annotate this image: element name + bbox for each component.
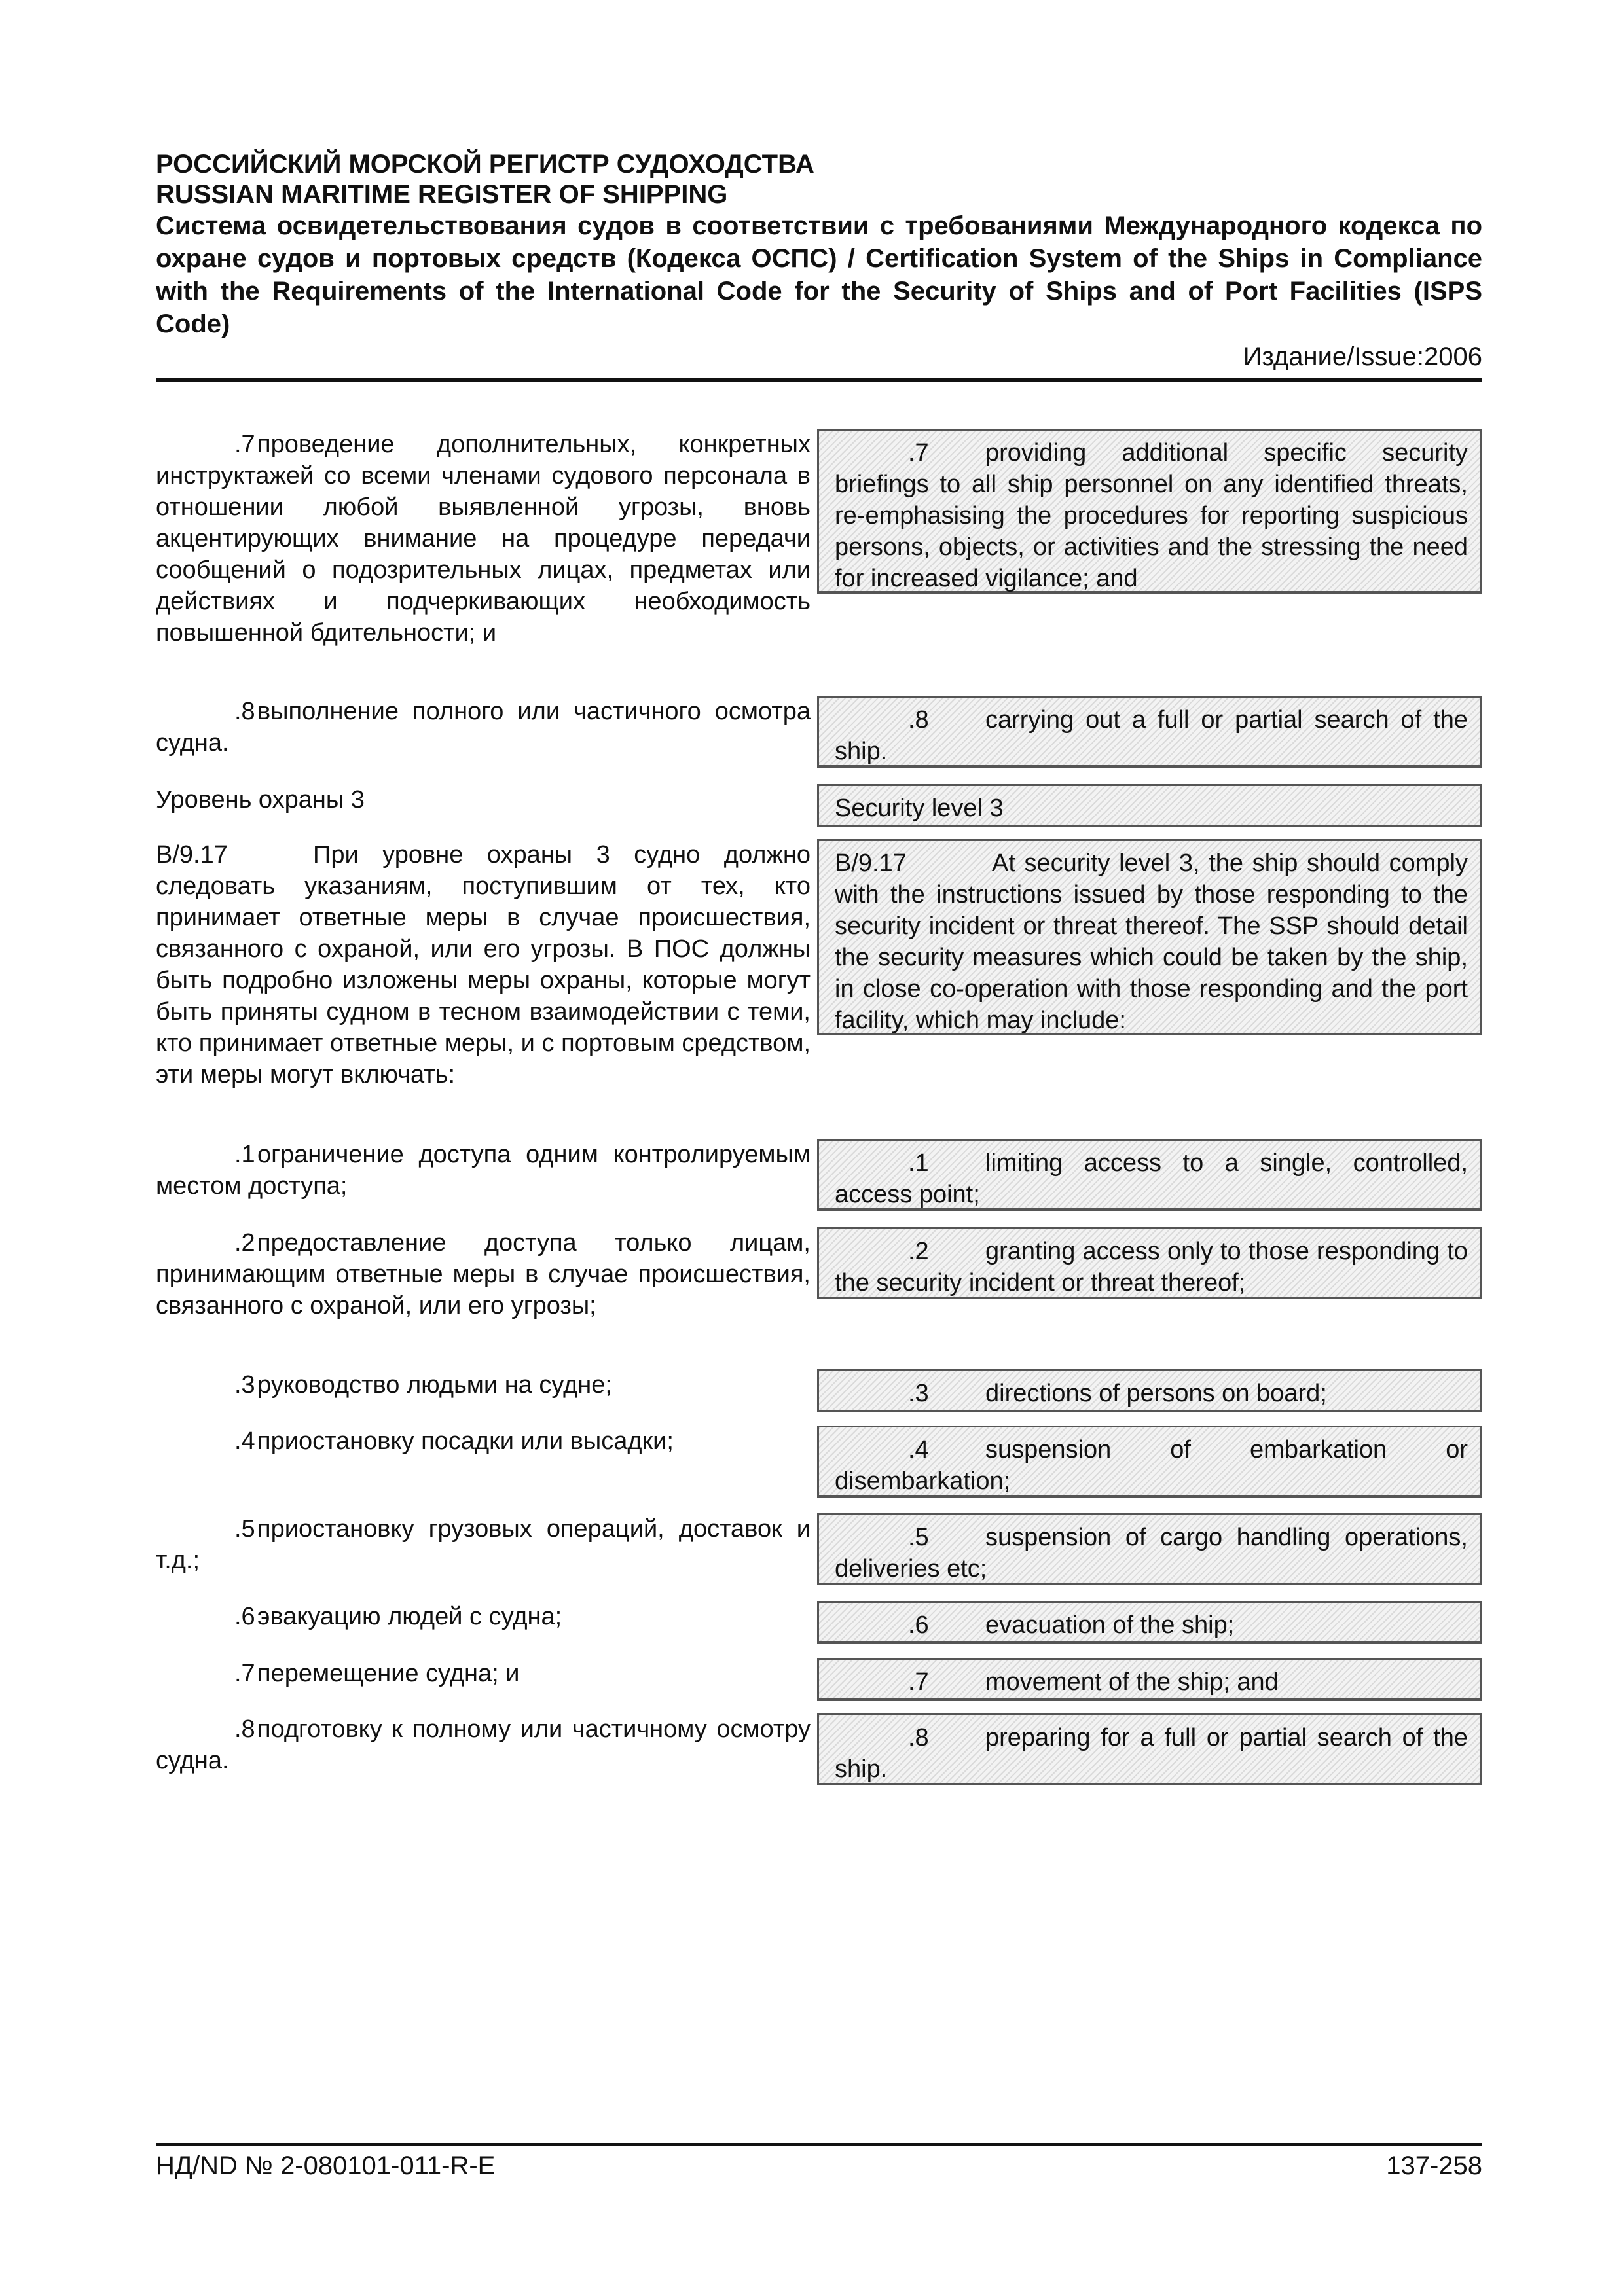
en-box-7	[817, 429, 1482, 594]
en-label: .2	[908, 1238, 929, 1265]
en-label: .1	[908, 1149, 929, 1177]
ru-item-6	[156, 1601, 811, 1632]
en-label: .3	[908, 1380, 929, 1407]
ru-text: приостановку грузовых операций, доставок и т.д.;	[156, 1515, 811, 1574]
header-divider	[156, 378, 1482, 382]
ru-paragraph-8	[156, 696, 811, 759]
en-security-level-heading: Security level 3	[817, 784, 1482, 827]
en-text: granting access only to those responding to the security incident or threat thereof;	[835, 1238, 1468, 1297]
ru-item-5	[156, 1513, 811, 1576]
en-text: suspension of embarkation or disembarkation;	[835, 1436, 1468, 1495]
en-text: suspension of cargo handling operations, deliveries etc;	[835, 1524, 1468, 1583]
en-text: limiting access to a single, controlled, access point;	[835, 1149, 1468, 1208]
en-item-7	[817, 1658, 1482, 1701]
ru-text: выполнение полного или частичного осмотра судна.	[156, 698, 811, 757]
ru-label: .3	[234, 1371, 255, 1399]
ru-text: предоставление доступа только лицам, принимающим ответные меры в случае происшествия, связанного с охраной, или его угрозы;	[156, 1229, 811, 1319]
en-item-8	[817, 1713, 1482, 1785]
ru-paragraph-b917	[156, 839, 811, 1090]
ru-label: .2	[234, 1229, 255, 1257]
ru-label: .7	[234, 1660, 255, 1687]
ru-label: .8	[234, 1715, 255, 1743]
en-box-8	[817, 696, 1482, 768]
ru-paragraph-7	[156, 429, 811, 649]
en-text: providing additional specific security briefings to all ship personnel on any identified threats, re-emphasising the procedures for reporting suspicious persons, objects, or activities and the stressing the need for increased vigilance; and	[835, 439, 1468, 592]
ru-text: перемещение судна; и	[257, 1660, 520, 1687]
ru-label: .5	[234, 1515, 255, 1543]
en-label: .7	[908, 439, 929, 467]
document-header	[156, 149, 1482, 340]
en-item-1	[817, 1139, 1482, 1211]
en-item-3	[817, 1369, 1482, 1412]
ru-text: приостановку посадки или высадки;	[257, 1427, 674, 1455]
header-org-ru: РОССИЙСКИЙ МОРСКОЙ РЕГИСТР СУДОХОДСТВА	[156, 150, 814, 179]
en-item-2	[817, 1227, 1482, 1299]
en-box-b917	[817, 839, 1482, 1035]
ru-item-4	[156, 1426, 811, 1457]
en-label: .6	[908, 1611, 929, 1639]
en-text: movement of the ship; and	[985, 1668, 1279, 1696]
ru-text: ограничение доступа одним контролируемым местом доступа;	[156, 1141, 811, 1200]
en-text: preparing for a full or partial search of the ship.	[835, 1724, 1468, 1783]
en-label: .7	[908, 1668, 929, 1696]
en-label: .4	[908, 1436, 929, 1463]
en-text: carrying out a full or partial search of the ship.	[835, 706, 1468, 765]
ru-item-2	[156, 1227, 811, 1321]
ru-label: .4	[234, 1427, 255, 1455]
ru-label: .6	[234, 1603, 255, 1630]
ru-text: проведение дополнительных, конкретных инструктажей со всеми членами судового персонала в отношении любой выявленной угрозы, вновь акцентирующих внимание на процедуре передачи сообщений о подозрительных лицах, предметах или действиях и подчеркивающих необходимость повышенной бдительности; и	[156, 431, 811, 647]
en-text: directions of persons on board;	[985, 1380, 1327, 1407]
footer-doc-number: НД/ND № 2-080101-011-R-E	[156, 2151, 496, 2180]
ru-item-7	[156, 1658, 811, 1689]
en-label: .5	[908, 1524, 929, 1551]
header-subtitle: Система освидетельствования судов в соответствии с требованиями Международного кодекса по охране судов и портовых средств (Кодекса ОСПС) / Certification System of the Ships in Compliance with the Requirements of the International Code for the Security of Ships and of Port Facilities (ISPS Code)	[156, 211, 1482, 338]
ru-text: При уровне охраны 3 судно должно следовать указаниям, поступившим от тех, кто принимает ответные меры в случае происшествия, связанного с охраной, или его угрозы. В ПОС должны быть подробно изложены меры охраны, которые могут быть приняты судном в тесном взаимодействии с теми, кто принимает ответные меры, и с портовым средством, эти меры могут включать:	[156, 841, 811, 1088]
en-item-6	[817, 1601, 1482, 1644]
issue-label: Издание/Issue:2006	[1243, 342, 1482, 371]
ru-text: руководство людьми на судне;	[257, 1371, 612, 1399]
en-label: .8	[908, 1724, 929, 1751]
en-item-4	[817, 1426, 1482, 1498]
en-label: .8	[908, 706, 929, 734]
en-text: At security level 3, the ship should comply with the instructions issued by those responding to the security incident or threat thereof. The SSP should detail the security measures which could be taken by the ship, in close co-operation with those responding and the port facility, which may include:	[835, 850, 1468, 1034]
ru-text: подготовку к полному или частичному осмотру судна.	[156, 1715, 811, 1774]
en-item-5	[817, 1513, 1482, 1585]
footer-page-number: 137-258	[1386, 2151, 1482, 2180]
footer-divider	[156, 2143, 1482, 2146]
ru-item-3	[156, 1369, 811, 1401]
en-label: B/9.17	[835, 850, 907, 877]
ru-item-8	[156, 1713, 811, 1776]
ru-text: эвакуацию людей с судна;	[257, 1603, 562, 1630]
ru-label: .7	[234, 431, 255, 458]
ru-label: В/9.17	[156, 841, 228, 869]
ru-label: .8	[234, 698, 255, 725]
header-org-en: RUSSIAN MARITIME REGISTER OF SHIPPING	[156, 180, 728, 209]
en-text: evacuation of the ship;	[985, 1611, 1235, 1639]
ru-item-1	[156, 1139, 811, 1202]
ru-label: .1	[234, 1141, 255, 1168]
ru-security-level-heading: Уровень охраны 3	[156, 786, 365, 814]
